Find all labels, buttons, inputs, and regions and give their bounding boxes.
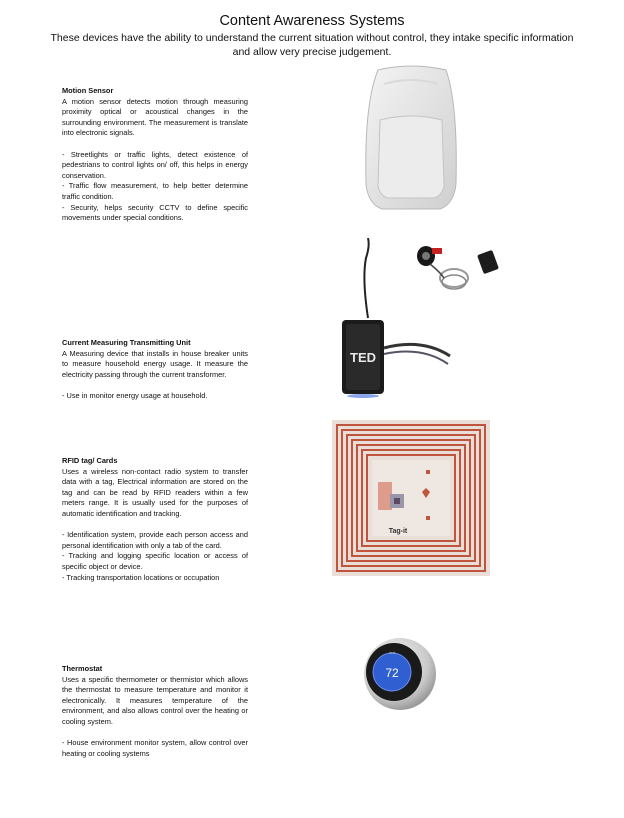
page-subtitle: These devices have the ability to understand the current situation without control, they intake specific information and allow very precise judgement. — [50, 32, 574, 58]
section-rfid — [62, 456, 248, 583]
tag-it-label: Tag-it — [388, 528, 408, 535]
thermostat-image — [360, 630, 438, 712]
section-heading: RFID tag/ Cards — [62, 456, 118, 465]
section-description: Uses a specific thermometer or thermistor which allows the thermostat to measure temperature and monitor it electronically. It measures temperature of the environment, and also allows control over the heating or cooling system. — [62, 674, 248, 726]
section-description: A Measuring device that installs in house breaker units to measure household energy usage. It measure the electricity passing through the current transformer. — [62, 348, 248, 379]
section-heading: Current Measuring Transmitting Unit — [62, 338, 191, 347]
section-heading: Motion Sensor — [62, 86, 114, 95]
use-item: - Streetlights or traffic lights, detect existence of pedestrians to control lights on/ off, this helps in energy conservation. — [62, 149, 248, 180]
section-current-measuring — [62, 338, 248, 402]
rfid-tag-image — [332, 420, 490, 576]
section-description: A motion sensor detects motion through measuring proximity optical or acoustical changes in the surrounding environment. The measurement is translate into electronic signals. — [62, 96, 248, 138]
current-measuring-unit-image — [322, 238, 502, 400]
use-item: - Security, helps security CCTV to define specific movements under special conditions. — [62, 202, 248, 223]
use-item: - House environment monitor system, allow control over heating or cooling systems — [62, 738, 248, 758]
use-item: - Use in monitor energy usage at household. — [62, 390, 208, 400]
section-description: Uses a wireless non-contact radio system to transfer data with a tag, Electrical information are stored on the tag and can be read by RFID readers within a few meters range. It is usually used for the purposes of automatic identification and tracking. — [62, 466, 248, 518]
thermostat-temperature: 72 — [385, 666, 399, 680]
page-title: Content Awareness Systems — [219, 13, 405, 29]
use-item: - Tracking transportation locations or occupation — [62, 572, 220, 582]
use-item: - Tracking and logging specific location or access of specific object or device. — [62, 551, 248, 571]
section-heading: Thermostat — [62, 664, 103, 673]
section-motion-sensor — [62, 86, 248, 224]
use-item: - Traffic flow measurement, to help better determine traffic condition. — [62, 181, 248, 201]
section-thermostat — [62, 664, 248, 759]
ted-logo: TED — [350, 350, 376, 365]
motion-sensor-image — [360, 64, 462, 214]
use-item: - Identification system, provide each person access and personal identification with only a tab of the card. — [62, 530, 248, 550]
thermostat-brand: nest — [388, 651, 396, 655]
